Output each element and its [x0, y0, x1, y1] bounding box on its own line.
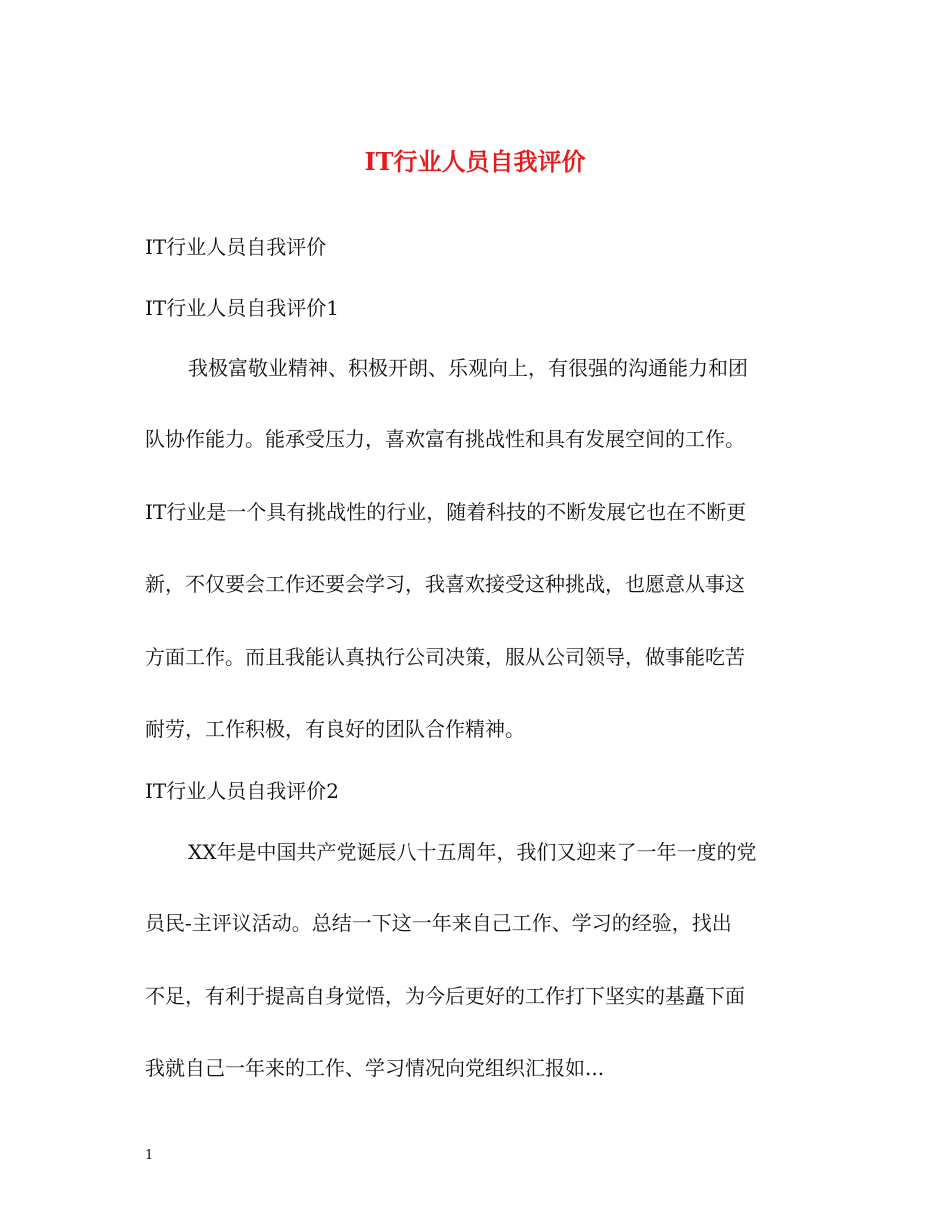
page-number: 1: [145, 1148, 154, 1163]
section1-line-2: 队协作能力。能承受压力，喜欢富有挑战性和具有发展空间的工作。: [145, 427, 745, 451]
section2-line-2: 员民-主评议活动。总结一下这一年来自己工作、学习的经验，找出: [145, 911, 732, 935]
section1-line-1: 我极富敬业精神、积极开朗、乐观向上，有很强的沟通能力和团: [188, 356, 748, 380]
document-title: IT行业人员自我评价: [364, 147, 586, 176]
section2-line-3: 不足，有利于提高自身觉悟，为今后更好的工作打下坚实的基矗下面: [145, 984, 745, 1008]
document-heading: IT行业人员自我评价: [145, 235, 327, 259]
section1-line-5: 方面工作。而且我能认真执行公司决策，服从公司领导，做事能吃苦: [145, 645, 745, 669]
section2-line-1: XX年是中国共产党诞辰八十五周年，我们又迎来了一年一度的党: [188, 840, 757, 864]
section2-heading: IT行业人员自我评价2: [145, 779, 339, 803]
section1-line-3: IT行业是一个具有挑战性的行业，随着科技的不断发展它也在不断更: [145, 500, 747, 524]
section1-line-4: 新，不仅要会工作还要会学习，我喜欢接受这种挑战，也愿意从事这: [145, 572, 745, 596]
section2-line-4: 我就自己一年来的工作、学习情况向党组织汇报如...: [145, 1056, 605, 1080]
section1-line-6: 耐劳，工作积极，有良好的团队合作精神。: [145, 717, 525, 741]
section1-heading: IT行业人员自我评价1: [145, 296, 339, 320]
